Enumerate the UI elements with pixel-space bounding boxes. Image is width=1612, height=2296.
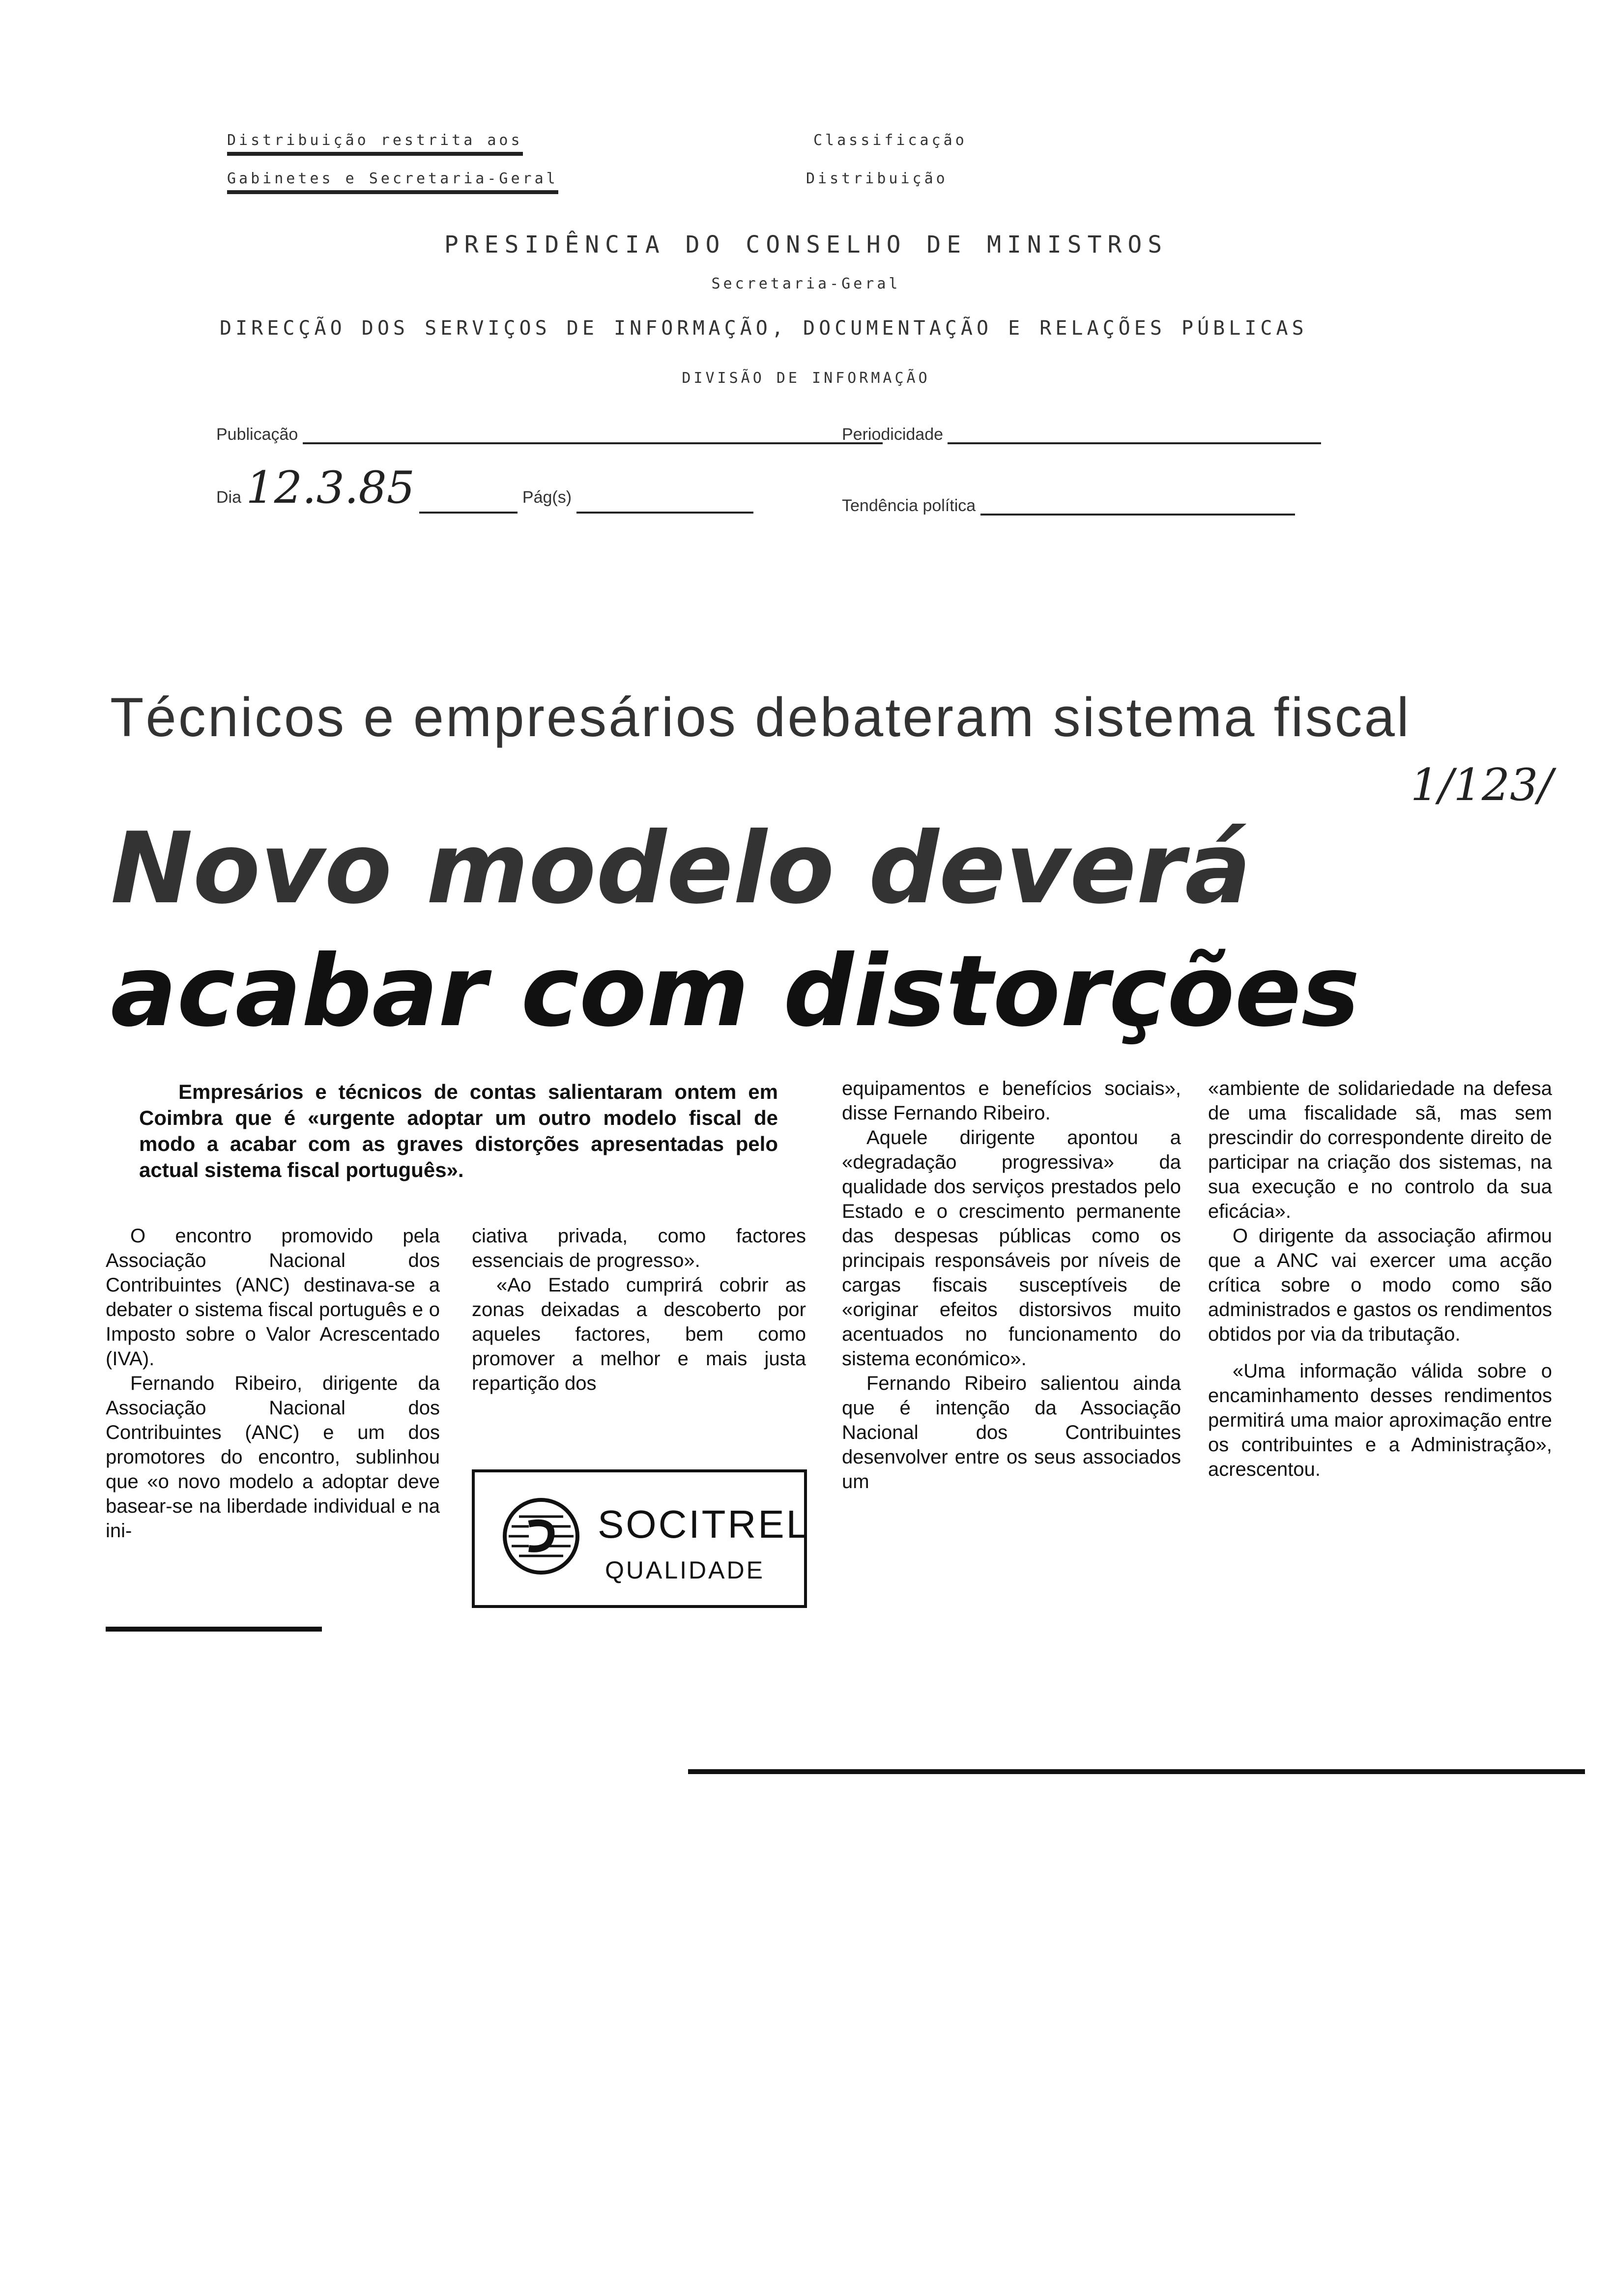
paragraph: «Ao Estado cumprirá cobrir as zonas deixadas a descoberto por aqueles factores, bem como promover a melhor e mais justa repartição dos (472, 1274, 806, 1394)
column-3 (842, 1076, 1181, 1494)
advert-tagline: QUALIDADE (605, 1556, 765, 1584)
department-name: Secretaria-Geral (711, 275, 901, 292)
pages-label: Pág(s) (522, 488, 572, 507)
periodicity-field (842, 425, 1321, 444)
paragraph: O encontro promovido pela Associação Nacional dos Contribuintes (ANC) destinava-se a debater o sistema fiscal português e o Imposto sobre o Valor Acrescentado (IVA). (106, 1225, 440, 1370)
periodicity-line (948, 437, 1321, 444)
paragraph: O dirigente da associação afirmou que a ANC vai exercer uma acção crítica sobre o modo como são administrados e gastos os rendimentos obtidos por via da tributação. (1208, 1225, 1552, 1345)
paragraph: «Uma informação válida sobre o encaminhamento desses rendimentos permitirá uma maior aproximação entre os contribuintes e a Administração», acrescentou. (1208, 1360, 1552, 1480)
paragraph: equipamentos e benefícios sociais», disse Fernando Ribeiro. (842, 1078, 1181, 1124)
organization-title: PRESIDÊNCIA DO CONSELHO DE MINISTROS (444, 231, 1168, 258)
distribution-recipients: Gabinetes e Secretaria-Geral (227, 170, 558, 194)
advert-brand: SOCITREL (598, 1502, 810, 1546)
headline-line-2: acabar com distorções (111, 934, 1360, 1049)
handwritten-stamp: 1/123/ (1410, 759, 1553, 811)
publication-field (216, 425, 883, 444)
division-name: DIVISÃO DE INFORMAÇÃO (682, 370, 930, 387)
article-lead: Empresários e técnicos de contas salientaram ontem em Coimbra que é «urgente adoptar um outro modelo fiscal de modo a acabar com as graves distorções apresentadas pelo actual sistema fiscal português». (139, 1080, 778, 1181)
column-4 (1208, 1076, 1552, 1482)
socitrel-globe-logo-icon (502, 1497, 580, 1576)
paragraph: Fernando Ribeiro, dirigente da Associação Nacional dos Contribuintes (ANC) e um dos promotores do encontro, sublinhou que «o novo modelo a adoptar deve basear-se na liberdade individual e na ini- (106, 1373, 440, 1542)
bottom-rule-left (106, 1627, 322, 1632)
bottom-rule-right (688, 1769, 1585, 1774)
paragraph: Fernando Ribeiro salientou ainda que é intenção da Associação Nacional dos Contribuintes desenvolver entre os seus associados um (842, 1373, 1181, 1492)
classification-label: Classificação (813, 132, 967, 149)
column-1 (106, 1224, 440, 1543)
headline-line-1: Novo modelo deverá (111, 811, 1251, 926)
political-tendency-field (842, 496, 1295, 516)
publication-line (303, 437, 883, 444)
socitrel-advert (472, 1469, 810, 1608)
distribution-note: Distribuição restrita aos (227, 132, 523, 156)
paragraph: ciativa privada, como factores essenciais de progresso». (472, 1225, 806, 1271)
political-tendency-line (980, 509, 1295, 516)
publication-label: Publicação (216, 425, 298, 444)
column-2 (472, 1224, 806, 1396)
political-tendency-label: Tendência política (842, 496, 976, 515)
day-field (216, 462, 753, 514)
day-label: Dia (216, 488, 242, 507)
article-kicker: Técnicos e empresários debateram sistema fiscal (110, 687, 1411, 748)
pages-line (576, 507, 753, 514)
directorate-name: DIRECÇÃO DOS SERVIÇOS DE INFORMAÇÃO, DOCUMENTAÇÃO E RELAÇÕES PÚBLICAS (220, 317, 1308, 340)
periodicity-label: Periodicidade (842, 425, 944, 444)
paragraph: «ambiente de solidariedade na defesa de uma fiscalidade sã, mas sem prescindir do correspondente direito de participar na criação dos sistemas, na sua execução e no controlo da sua eficácia». (1208, 1078, 1552, 1222)
distribution-label: Distribuição (806, 170, 948, 187)
paragraph: Aquele dirigente apontou a «degradação progressiva» da qualidade dos serviços prestados pelo Estado e o crescimento permanente das despesas públicas como os principais responsáveis por níveis de cargas fiscais susceptíveis de «originar efeitos distorsivos muito acentuados no funcionamento do sistema económico». (842, 1127, 1181, 1370)
day-line (419, 507, 518, 514)
handwritten-date: 12.3.85 (246, 462, 415, 514)
